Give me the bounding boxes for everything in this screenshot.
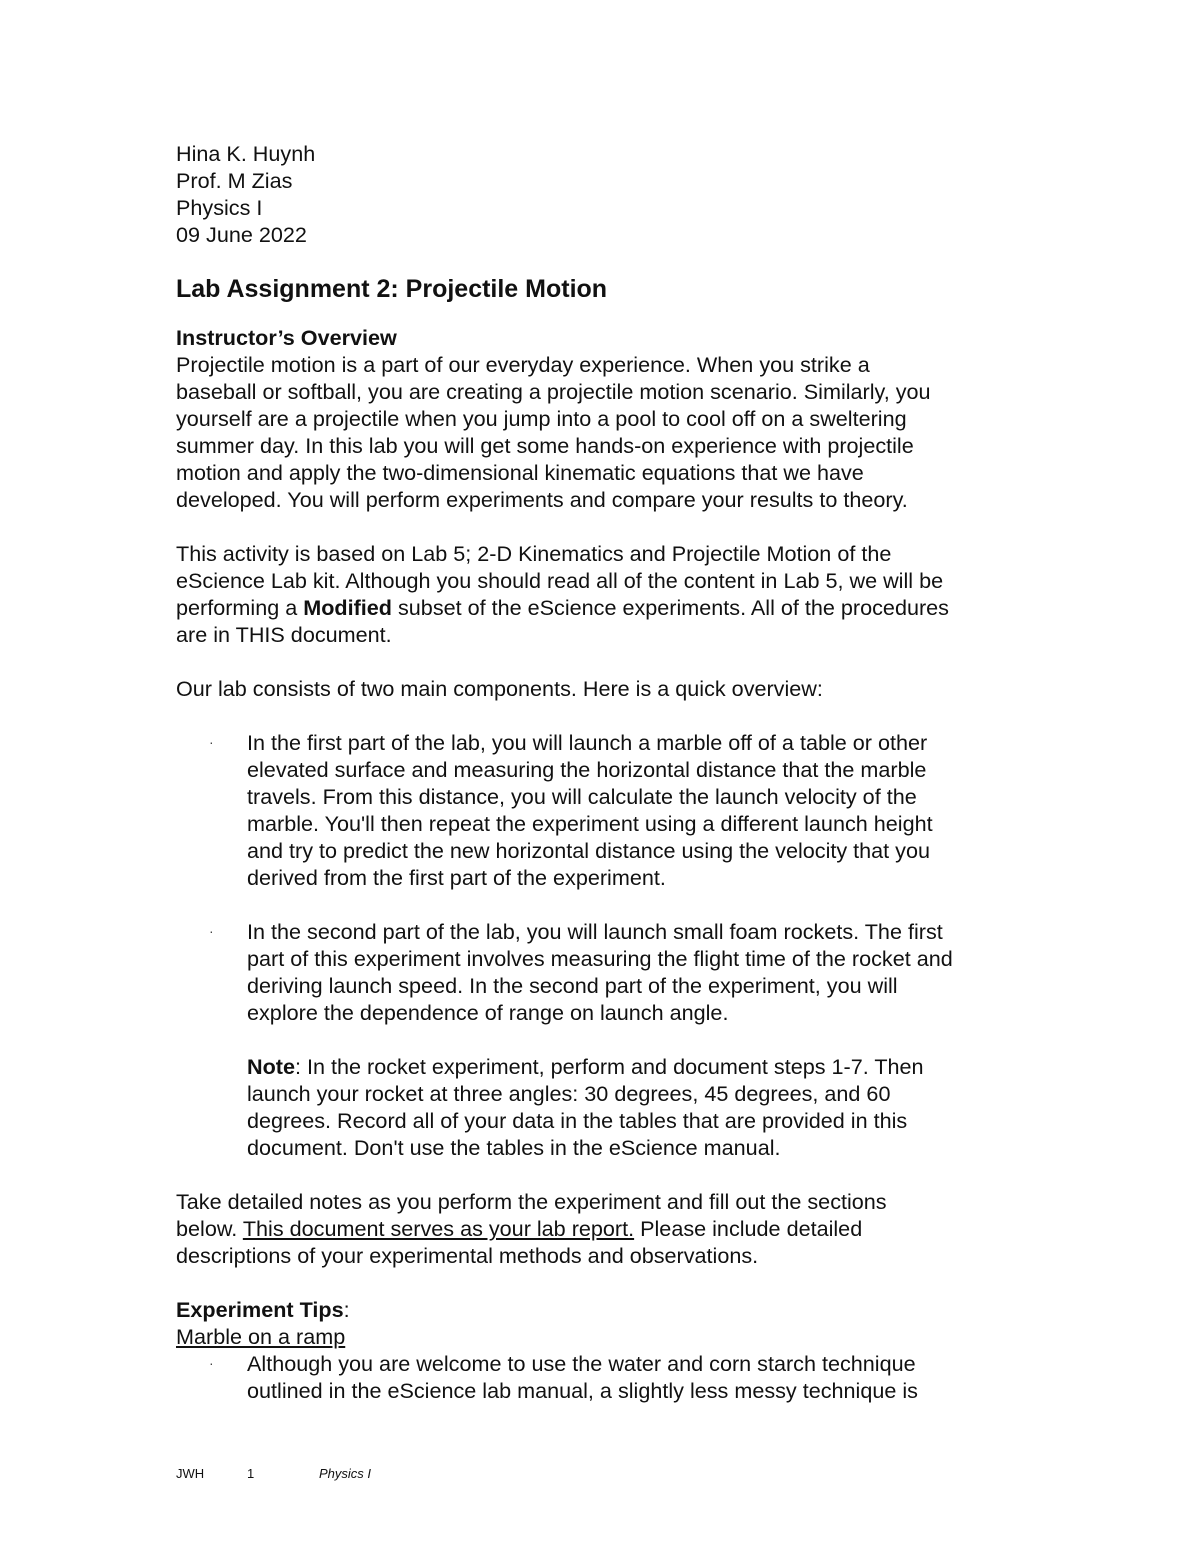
based-on-line: eScience Lab kit. Although you should read all of the content in Lab 5, we will be: [176, 568, 944, 593]
footer-course: Physics I: [319, 1466, 372, 1481]
footer-initials: JWH: [176, 1466, 205, 1481]
bullet-line: Although you are welcome to use the water and corn starch technique: [247, 1351, 916, 1376]
bullet-line: In the first part of the lab, you will launch a marble off of a table or other: [247, 730, 928, 755]
note-label: Note: [247, 1054, 295, 1079]
bullet-line: outlined in the eScience lab manual, a slightly less messy technique is: [247, 1378, 918, 1403]
note-line: document. Don't use the tables in the eScience manual.: [247, 1135, 781, 1160]
based-on-line: [176, 594, 1036, 621]
notes-text: below.: [176, 1216, 243, 1241]
based-on-line: are in THIS document.: [176, 622, 392, 647]
overview-line: yourself are a projectile when you jump into a pool to cool off on a sweltering: [176, 406, 907, 431]
bullet-line: and try to predict the new horizontal distance using the velocity that you: [247, 838, 930, 863]
overview-line: baseball or softball, you are creating a projectile motion scenario. Similarly, you: [176, 379, 931, 404]
tips-heading: Experiment Tips: [176, 1297, 344, 1322]
note-text: : In the rocket experiment, perform and document steps 1-7. Then: [295, 1054, 924, 1079]
list-item: [176, 918, 1036, 1026]
overview-paragraph: [176, 351, 1036, 513]
rocket-note: [176, 1053, 1036, 1161]
document-body: [176, 140, 1036, 1404]
based-on-text: subset of the eScience experiments. All of the procedures: [392, 595, 949, 620]
bullet-line: In the second part of the lab, you will launch small foam rockets. The first: [247, 919, 943, 944]
overview-line: developed. You will perform experiments and compare your results to theory.: [176, 487, 908, 512]
notes-line: Take detailed notes as you perform the experiment and fill out the sections: [176, 1189, 887, 1214]
bullet-line: deriving launch speed. In the second part of the experiment, you will: [247, 973, 898, 998]
notes-text: Please include detailed: [634, 1216, 863, 1241]
list-item: [176, 729, 1036, 891]
modified-emphasis: Modified: [303, 595, 392, 620]
overview-line: motion and apply the two-dimensional kinematic equations that we have: [176, 460, 864, 485]
based-on-line: This activity is based on Lab 5; 2-D Kinematics and Projectile Motion of the: [176, 541, 892, 566]
overview-heading: Instructor’s Overview: [176, 325, 397, 350]
tips-section: [176, 1296, 1036, 1404]
author-header: [176, 140, 1036, 248]
bullet-dot-icon: ·: [209, 1355, 214, 1371]
tips-colon: :: [343, 1297, 350, 1322]
note-line: [247, 1053, 1036, 1080]
components-list: [176, 729, 1036, 1026]
bullet-line: part of this experiment involves measuring the flight time of the rocket and: [247, 946, 953, 971]
bullet-line: marble. You'll then repeat the experiment using a different launch height: [247, 811, 933, 836]
course-name: Physics I: [176, 195, 263, 220]
bullet-dot-icon: ·: [209, 923, 214, 939]
notes-line: [176, 1215, 1036, 1242]
note-line: launch your rocket at three angles: 30 degrees, 45 degrees, and 60: [247, 1081, 891, 1106]
bullet-dot-icon: ·: [209, 734, 214, 750]
components-intro: Our lab consists of two main components. Here is a quick overview:: [176, 676, 823, 701]
tips-subheading: Marble on a ramp: [176, 1324, 346, 1349]
document-date: 09 June 2022: [176, 222, 307, 247]
footer-page-number: 1: [247, 1466, 255, 1481]
lab-report-emphasis: This document serves as your lab report.: [242, 1216, 635, 1241]
bullet-line: derived from the first part of the experiment.: [247, 865, 666, 890]
note-line: degrees. Record all of your data in the tables that are provided in this: [247, 1108, 908, 1133]
overview-line: summer day. In this lab you will get some hands-on experience with projectile: [176, 433, 914, 458]
based-on-text: performing a: [176, 595, 304, 620]
notes-line: descriptions of your experimental methods and observations.: [176, 1243, 759, 1268]
tips-heading-line: [176, 1296, 1036, 1323]
list-item: [176, 1350, 1036, 1404]
page-title: Lab Assignment 2: Projectile Motion: [176, 275, 608, 303]
professor-name: Prof. M Zias: [176, 168, 293, 193]
bullet-line: travels. From this distance, you will calculate the launch velocity of the: [247, 784, 917, 809]
notes-paragraph: [176, 1188, 1036, 1269]
student-name: Hina K. Huynh: [176, 141, 316, 166]
bullet-line: elevated surface and measuring the horizontal distance that the marble: [247, 757, 927, 782]
based-on-paragraph: [176, 540, 1036, 648]
overview-line: Projectile motion is a part of our everyday experience. When you strike a: [176, 352, 870, 377]
bullet-line: explore the dependence of range on launch angle.: [247, 1000, 729, 1025]
